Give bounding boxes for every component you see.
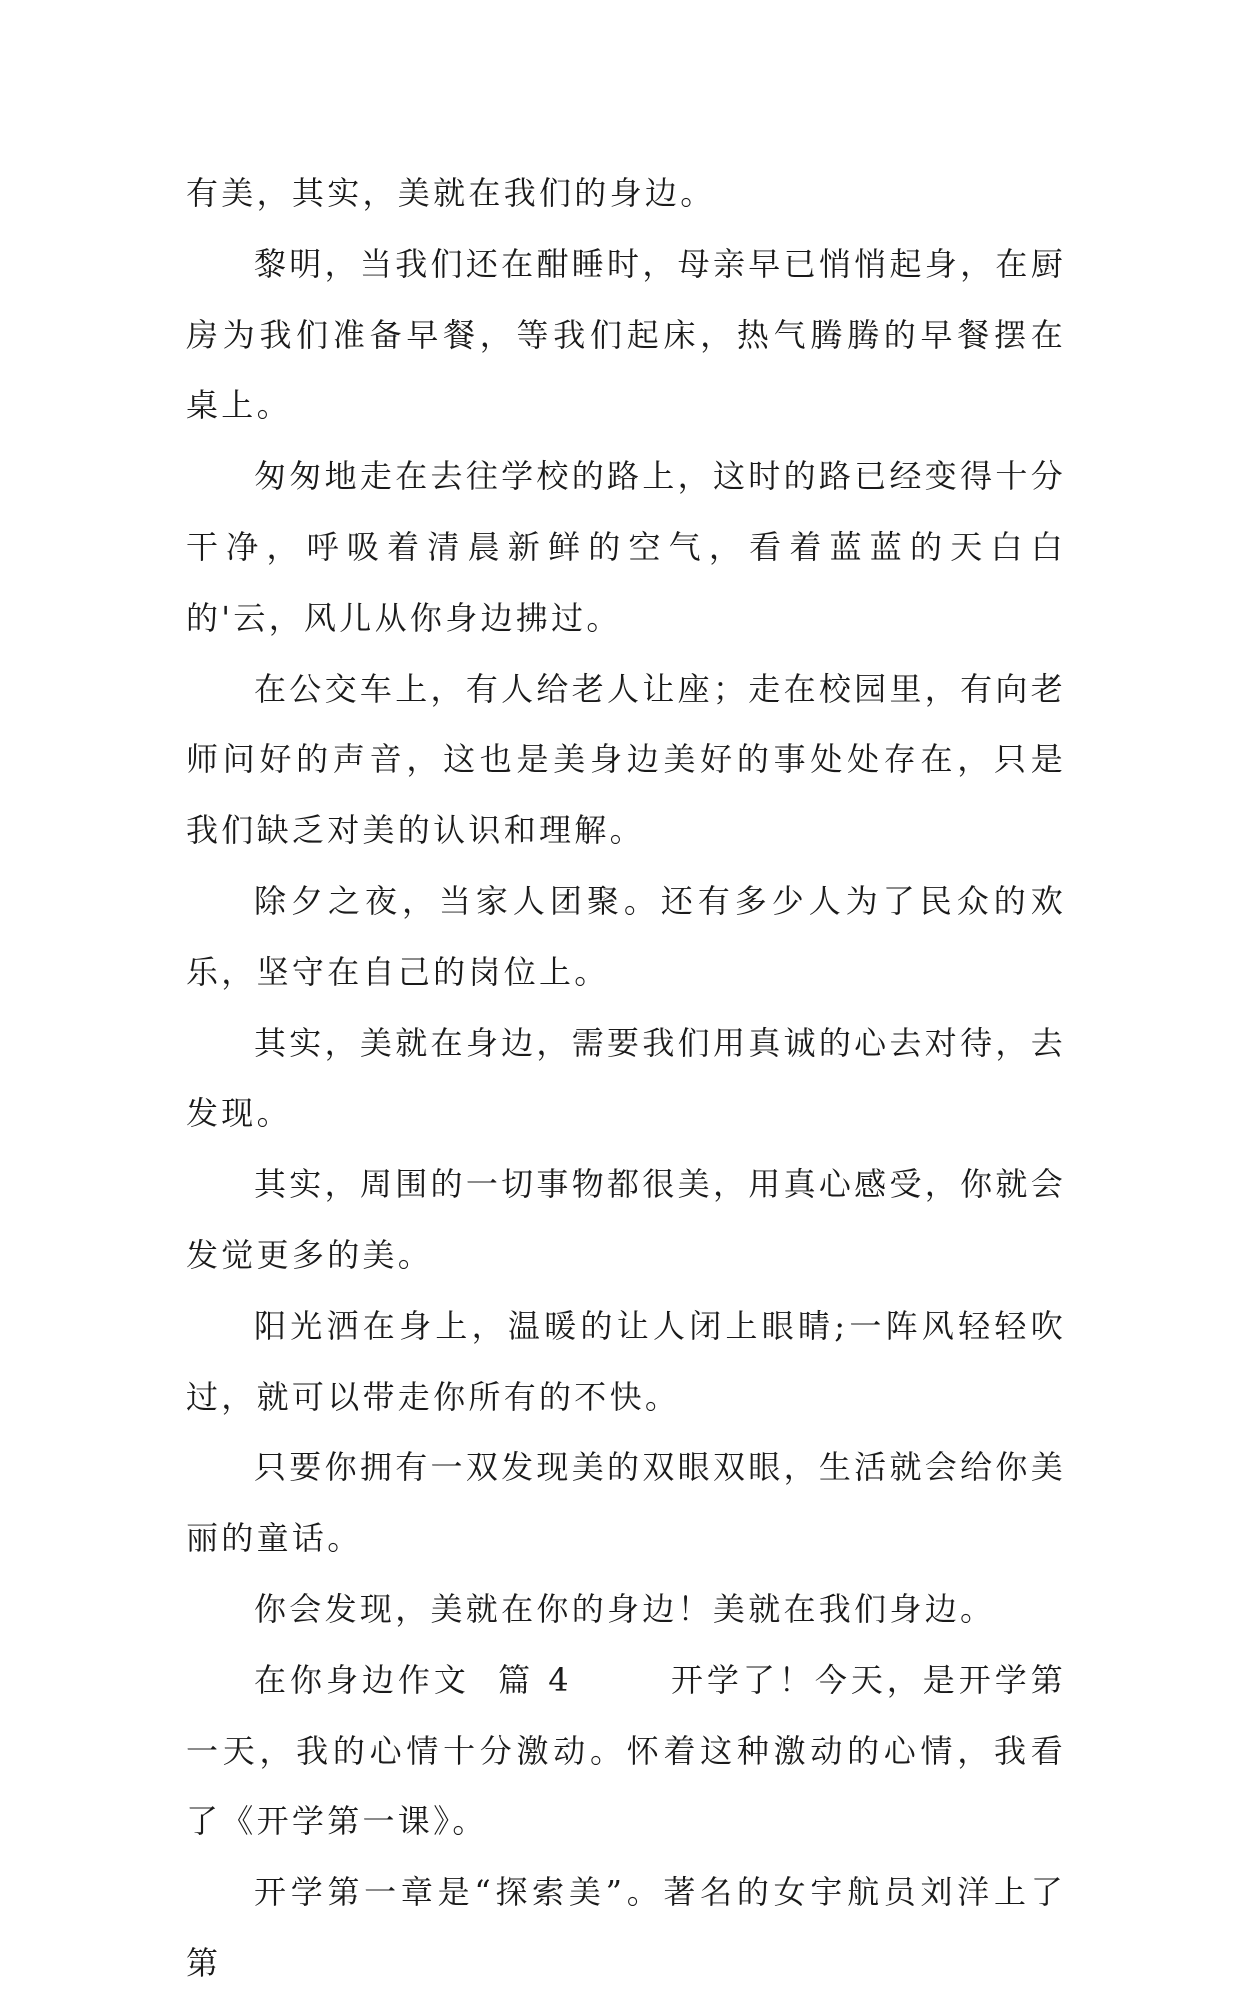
paragraph-7: 其实，周围的一切事物都很美，用真心感受，你就会发觉更多的美。 <box>186 1165 1066 1274</box>
paragraph-1: 有美，其实，美就在我们的身边。 <box>186 174 716 212</box>
paragraph-2: 黎明，当我们还在酣睡时，母亲早已悄悄起身，在厨房为我们准备早餐，等我们起床，热气腾腾的早餐摆在桌上。 <box>186 244 1066 425</box>
paragraph-4: 在公交车上，有人给老人让座；走在校园里，有向老师问好的声音，这也是美身边美好的事处处存在，只是我们缺乏对美的认识和理解。 <box>186 669 1066 850</box>
paragraph-6: 其实，美就在身边，需要我们用真诚的心去对待，去发现。 <box>186 1023 1066 1133</box>
paragraph-12: 开学第一章是“探索美”。著名的女宇航员刘洋上了第 <box>186 1873 1066 1982</box>
paragraph-8: 阳光洒在身上，温暖的让人闭上眼睛;一阵风轻轻吹过，就可以带走你所有的不快。 <box>186 1306 1066 1416</box>
paragraph-5: 除夕之夜，当家人团聚。还有多少人为了民众的欢乐，坚守在自己的岗位上。 <box>186 881 1066 991</box>
essay-body <box>186 158 1066 1999</box>
paragraph-9: 只要你拥有一双发现美的双眼双眼，生活就会给你美丽的童话。 <box>186 1448 1066 1558</box>
paragraph-11: 在你身边作文 篇 4 开学了！今天，是开学第一天，我的心情十分激动。怀着这种激动的心情，我看了《开学第一课》。 <box>186 1660 1066 1841</box>
paragraph-3: 匆匆地走在去往学校的路上，这时的路已经变得十分干净，呼吸着清晨新鲜的空气，看着蓝蓝的天白白的'云，风儿从你身边拂过。 <box>186 457 1066 637</box>
paragraph-10: 你会发现，美就在你的身边！美就在我们身边。 <box>254 1589 996 1628</box>
